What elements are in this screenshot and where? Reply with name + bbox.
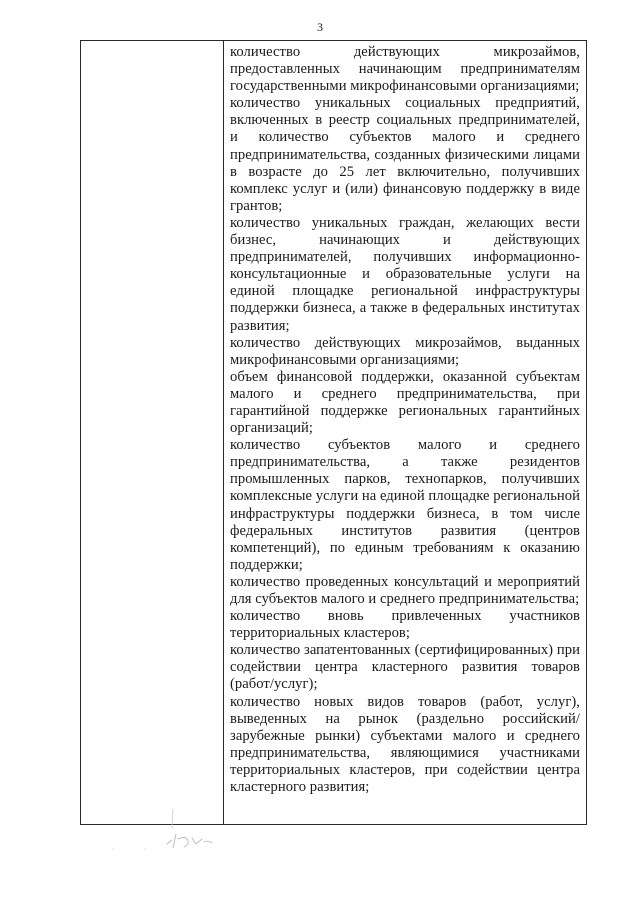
scan-dots-icon: [110, 846, 150, 852]
table-right-column: [224, 41, 586, 824]
list-item: количество действующих микрозаймов, выданных микрофинансовыми организациями;: [230, 334, 580, 368]
list-item: количество уникальных социальных предприятий, включенных в реестр социальных предпринимателей, и количество субъектов малого и среднего предпринимательства, созданных физическими лицами в возрасте до 25 лет включительно, получивших комплекс услуг и (или) финансовую поддержку в виде грантов;: [230, 95, 580, 214]
document-table: [80, 40, 587, 825]
list-item: количество запатентованных (сертифицированных) при содействии центра кластерного развития товаров (работ/услуг);: [230, 642, 580, 693]
page-number: 3: [317, 20, 323, 34]
list-item: объем финансовой поддержки, оказанной субъектам малого и среднего предпринимательства, при гарантийной поддержке региональных гарантийных организаций;: [230, 368, 580, 437]
list-item: количество вновь привлеченных участников территориальных кластеров;: [230, 608, 580, 642]
list-item: количество проведенных консультаций и мероприятий для субъектов малого и среднего предпринимательства;: [230, 573, 580, 607]
list-item: количество уникальных граждан, желающих вести бизнес, начинающих и действующих предпринимателей, получивших информационно-консультационные и образовательные услуги на единой площадке региональной инфраструктуры поддержки бизнеса, а также в федеральных институтах развития;: [230, 214, 580, 334]
list-item: количество действующих микрозаймов, предоставленных начинающим предпринимателям государственными микрофинансовыми организациями;: [230, 44, 580, 95]
table-left-column: [81, 41, 224, 824]
handwritten-initials-icon: [164, 830, 218, 852]
list-item: количество новых видов товаров (работ, услуг), выведенных на рынок (раздельно российский/зарубежные рынки) субъектами малого и среднего предпринимательства, являющимися участниками территориальных кластеров, при содействии центра кластерного развития;: [230, 693, 580, 796]
list-item: количество субъектов малого и среднего предпринимательства, а также резидентов промышленных парков, технопарков, получивших комплексные услуги на единой площадке региональной инфраструктуры поддержки бизнеса, в том числе федеральных институтов развития (центров компетенций), по единым требованиям к оказанию поддержки;: [230, 437, 580, 573]
